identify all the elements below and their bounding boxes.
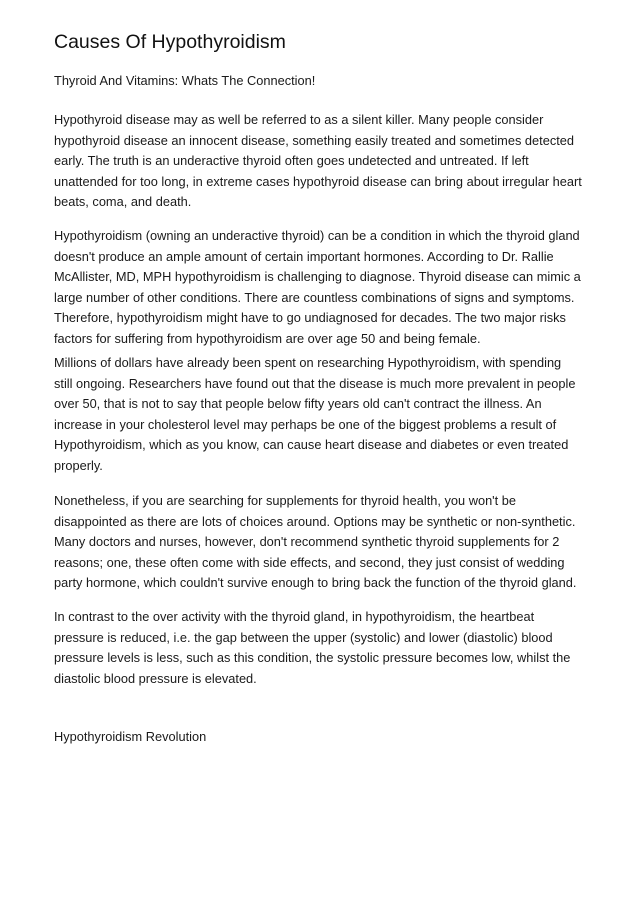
paragraph-line: Therefore, hypothyroidism might have to go undiagnosed for decades. The two major risks [54,310,566,326]
paragraph-line: large number of other conditions. There are countless combinations of signs and symptoms. [54,289,575,305]
paragraph-line: doesn't produce an ample amount of certain important hormones. According to Dr. Rallie [54,248,554,264]
paragraph-line: over 50, that is not to say that people below fifty years old can't contract the illness. An [54,396,542,412]
subtitle: Thyroid And Vitamins: Whats The Connection! [54,73,316,88]
paragraph-line: diastolic blood pressure is elevated. [54,670,257,686]
paragraph-5 [54,607,570,689]
paragraph-2 [54,226,581,350]
paragraph-line: still ongoing. Researchers have found out that the disease is much more prevalent in people [54,375,576,391]
paragraph-line: McAllister, MD, MPH hypothyroidism is challenging to diagnose. Thyroid disease can mimic a [54,269,581,285]
paragraph-line: reasons; one, these often come with side effects, and second, they just consist of wedding [54,554,565,570]
paragraph-line: Hypothyroid disease may as well be referred to as a silent killer. Many people consider [54,112,544,127]
paragraph-3 [54,353,575,477]
paragraph-line: early. The truth is an underactive thyroid often goes undetected and untreated. If left [54,153,529,169]
paragraph-line: beats, coma, and death. [54,194,192,210]
page-title: Causes Of Hypothyroidism [54,31,286,53]
paragraph-line: Many doctors and nurses, however, don't recommend synthetic thyroid supplements for 2 [54,534,560,550]
paragraph-line: In contrast to the over activity with the thyroid gland, in hypothyroidism, the heartbeat [54,609,535,624]
paragraph-line: hypothyroid disease an innocent disease, something easily treated and sometimes detected [54,132,575,148]
paragraph-line: party hormone, which couldn't survive enough to bring back the function of the thyroid gland. [54,575,577,591]
paragraph-line: Millions of dollars have already been spent on researching Hypothyroidism, with spending [54,355,562,370]
paragraph-line: Hypothyroidism, which as you know, can cause heart disease and diabetes or even treated [54,437,569,453]
paragraph-4 [54,491,576,594]
paragraph-line: properly. [54,457,103,473]
paragraph-line: disappointed as there are lots of choices around. Options may be synthetic or non-synthetic. [54,513,576,529]
paragraph-1 [54,110,582,213]
paragraph-line: Hypothyroidism (owning an underactive thyroid) can be a condition in which the thyroid gland [54,228,580,243]
paragraph-line: factors for suffering from hypothyroidism are over age 50 and being female. [54,330,481,346]
paragraph-line: pressure is reduced, i.e. the gap between the upper (systolic) and lower (diastolic) blood [54,629,553,645]
footer-link[interactable]: Hypothyroidism Revolution [54,729,207,744]
paragraph-line: pressure levels is less, such as this condition, the systolic pressure becomes low, whilst the [54,650,571,666]
paragraph-line: unattended for too long, in extreme cases hypothyroid disease can bring about irregular heart [54,173,582,189]
paragraph-line: Nonetheless, if you are searching for supplements for thyroid health, you won't be [54,493,516,508]
paragraph-line: increase in your cholesterol level may perhaps be one of the biggest problems a result of [54,416,557,432]
